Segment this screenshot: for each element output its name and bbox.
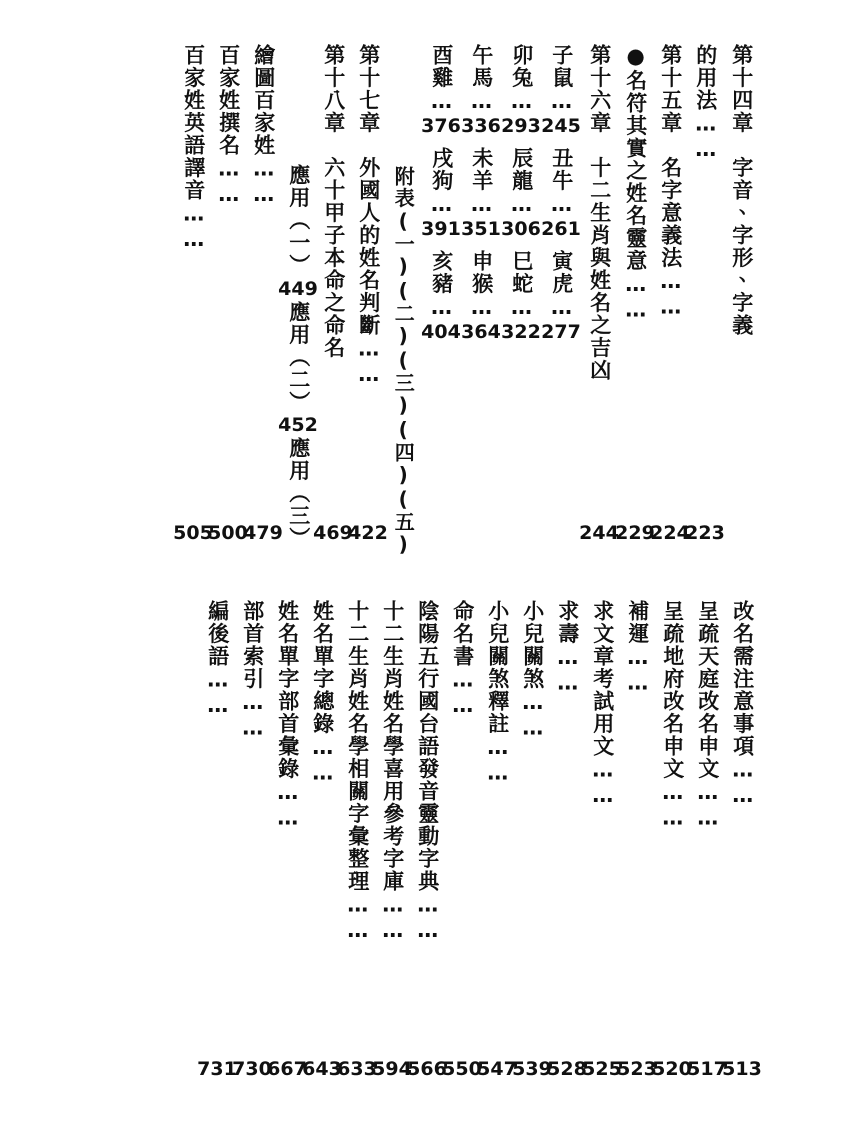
zodiac-label: 寅虎 (549, 250, 574, 295)
toc-page-number: 322 (501, 321, 541, 343)
application-2-page: 452 (278, 414, 318, 436)
toc-page-number: 505 (173, 522, 213, 544)
toc-page-number: 539 (512, 1058, 552, 1080)
application-2-label: 應用（二） (286, 300, 311, 413)
toc-page-number: 229 (615, 522, 655, 544)
zodiac-label: 酉雞 (429, 44, 454, 89)
toc-page-number: 633 (337, 1058, 377, 1080)
toc-page-number: 566 (407, 1058, 447, 1080)
toc-page-number: 351 (461, 218, 501, 240)
toc-entry-afterword[interactable] (197, 600, 237, 1080)
toc-appendix-list[interactable] (387, 44, 419, 557)
toc-entry-text: 繪圖百家姓…… (251, 44, 276, 208)
toc-entry-name-spirit-meaning[interactable] (615, 44, 655, 544)
toc-entry-text: 部首索引…… (240, 600, 265, 741)
toc-page-number: 513 (722, 1058, 762, 1080)
toc-entry-name-character-radical-index[interactable] (267, 600, 307, 1080)
zodiac-label: 亥豬 (429, 250, 454, 295)
toc-page-number: 404 (421, 321, 461, 343)
toc-entry-text: 百家姓撰名…… (216, 44, 241, 208)
toc-zodiac-group-4 (423, 44, 459, 544)
toc-appendix-items (391, 209, 416, 557)
toc-page-number: 594 (372, 1058, 412, 1080)
appendix-item-1: (一) (391, 209, 416, 279)
toc-page-number: 391 (421, 218, 461, 240)
toc-zodiac-entry[interactable] (421, 44, 461, 147)
toc-entry-text: 命名書…… (450, 600, 475, 719)
leader-dots: … (509, 295, 534, 319)
toc-zodiac-entry[interactable] (541, 250, 581, 353)
leader-dots: … (509, 89, 534, 113)
toc-page-number: 730 (232, 1058, 272, 1080)
toc-page-number: 422 (348, 522, 388, 544)
application-1-label: 應用（一） (286, 164, 311, 277)
toc-entry-illustrated-hundred-surnames[interactable] (243, 44, 283, 544)
toc-entry-chapter-18[interactable] (313, 44, 353, 544)
leader-dots: … (469, 89, 494, 113)
toc-entry-text: 呈疏天庭改名申文…… (695, 600, 720, 831)
toc-entry-text: 改名需注意事項…… (730, 600, 755, 809)
toc-page-number: 525 (582, 1058, 622, 1080)
toc-zodiac-entry[interactable] (501, 147, 541, 250)
toc-entry-heaven-petition[interactable] (687, 600, 727, 1080)
toc-section-lower (197, 600, 762, 1080)
toc-appendix-label: 附表 (391, 166, 416, 209)
appendix-item-4: (四) (391, 417, 416, 487)
toc-entry-yinyang-phonetic-dictionary[interactable] (407, 600, 447, 1080)
toc-entry-exam-essay[interactable] (582, 600, 622, 1080)
toc-entry-zodiac-favorable-characters[interactable] (372, 600, 412, 1080)
toc-entry-label: 名符其實之姓名靈意…… (623, 69, 648, 323)
leader-dots: … (429, 192, 454, 216)
zodiac-label: 未羊 (469, 147, 494, 192)
leader-dots: … (469, 192, 494, 216)
leader-dots: … (429, 89, 454, 113)
toc-zodiac-group-3 (463, 44, 499, 544)
toc-page-number: 376 (421, 115, 461, 137)
leader-dots: … (429, 295, 454, 319)
toc-entry-text: 第十八章 六十甲子本命之命名 (321, 44, 346, 359)
leader-dots: … (549, 89, 574, 113)
toc-entry-text: 小兒關煞釋註…… (485, 600, 510, 786)
application-3-label: 應用（三） (286, 437, 311, 550)
toc-entry-hundred-surnames-naming[interactable] (208, 44, 248, 544)
zodiac-label: 巳蛇 (509, 250, 534, 295)
toc-entry-chapter-14-usage[interactable] (685, 44, 725, 544)
toc-entry-chapter-17[interactable] (348, 44, 388, 544)
toc-entry-text: 的用法…… (693, 44, 718, 163)
appendix-item-5: (五) (391, 487, 416, 557)
toc-page-number: 479 (243, 522, 283, 544)
zodiac-label: 卯兔 (509, 44, 534, 89)
zodiac-label: 申猴 (469, 250, 494, 295)
toc-page-number: 469 (313, 522, 353, 544)
toc-entry-hundred-surnames-english[interactable] (173, 44, 213, 544)
toc-page-number: 223 (685, 522, 725, 544)
toc-zodiac-entry[interactable] (461, 250, 501, 353)
toc-entry-chapter-15[interactable] (650, 44, 690, 544)
toc-entry-text: 陰陽五行國台語發音靈動字典…… (415, 600, 440, 944)
toc-zodiac-entry[interactable] (541, 147, 581, 250)
toc-entry-text: 姓名單字總錄…… (310, 600, 335, 786)
toc-entry-text: 求壽…… (555, 600, 580, 696)
bullet-icon: ● (623, 44, 648, 70)
toc-entry-text: 補運…… (625, 600, 650, 696)
toc-zodiac-entry[interactable] (421, 147, 461, 250)
toc-page-number: 550 (442, 1058, 482, 1080)
appendix-item-3: (三) (391, 348, 416, 418)
toc-zodiac-entry[interactable] (541, 44, 581, 147)
toc-page-number: 517 (687, 1058, 727, 1080)
toc-zodiac-group-1 (543, 44, 579, 544)
toc-entry-name-character-index[interactable] (302, 600, 342, 1080)
toc-page-number: 261 (541, 218, 581, 240)
leader-dots: … (469, 295, 494, 319)
toc-entry-text: 第十六章 十二生肖與姓名之吉凶 (587, 44, 612, 382)
toc-entry-text: 小兒關煞…… (520, 600, 545, 741)
toc-entry-text: 求文章考試用文…… (590, 600, 615, 809)
toc-page-number: 306 (501, 218, 541, 240)
toc-section-upper (173, 44, 758, 557)
toc-entry-text: 第十四章 字音、字形、字義 (729, 44, 754, 337)
toc-entry-text: 十二生肖姓名學相關字彙整理…… (345, 600, 370, 944)
toc-page-number: 245 (541, 115, 581, 137)
toc-page-number: 528 (547, 1058, 587, 1080)
toc-entry-text: 第十五章 名字意義法…… (658, 44, 683, 320)
toc-page-number: 547 (477, 1058, 517, 1080)
toc-page-number: 731 (197, 1058, 237, 1080)
toc-entry-chapter-16[interactable] (579, 44, 619, 544)
toc-entry-text: 第十七章 外國人的姓名判斷…… (356, 44, 381, 388)
toc-page-number: 336 (461, 115, 501, 137)
zodiac-label: 辰龍 (509, 147, 534, 192)
toc-page-number: 643 (302, 1058, 342, 1080)
toc-entry-naming-book[interactable] (442, 600, 482, 1080)
toc-page-number: 364 (461, 321, 501, 343)
toc-zodiac-group-2 (503, 44, 539, 544)
zodiac-label: 午馬 (469, 44, 494, 89)
toc-zodiac-entry[interactable] (461, 147, 501, 250)
toc-entry-renaming-notes[interactable] (722, 600, 762, 1080)
toc-page-number: 520 (652, 1058, 692, 1080)
toc-entry-child-omens[interactable] (512, 600, 552, 1080)
toc-entry-text: 百家姓英語譯音…… (181, 44, 206, 253)
application-1-page: 449 (278, 277, 318, 300)
leader-dots: … (509, 192, 534, 216)
toc-entry-radical-index[interactable] (232, 600, 272, 1080)
leader-dots: … (549, 295, 574, 319)
toc-entry-text: 姓名單字部首彙錄…… (275, 600, 300, 831)
toc-page-number: 277 (541, 321, 581, 343)
toc-entry-text (623, 44, 648, 323)
toc-entry-child-omens-annotation[interactable] (477, 600, 517, 1080)
toc-entry-text: 呈疏地府改名申文…… (660, 600, 685, 831)
zodiac-label: 戌狗 (429, 147, 454, 192)
toc-entry-chapter-18-applications[interactable] (278, 44, 318, 550)
leader-dots: … (549, 192, 574, 216)
toc-entry-text: 編後語…… (205, 600, 230, 719)
toc-page-number: 667 (267, 1058, 307, 1080)
zodiac-label: 丑牛 (549, 147, 574, 192)
toc-entry-zodiac-related-characters[interactable] (337, 600, 377, 1080)
toc-page-number: 293 (501, 115, 541, 137)
toc-page-number: 523 (617, 1058, 657, 1080)
toc-entry-luck-supplement[interactable] (617, 600, 657, 1080)
toc-zodiac-entry[interactable] (461, 44, 501, 147)
toc-page-number: 244 (579, 522, 619, 544)
toc-entry-longevity[interactable] (547, 600, 587, 1080)
toc-entry-text: 十二生肖姓名學喜用參考字庫…… (380, 600, 405, 944)
toc-entry-chapter-14[interactable] (724, 44, 758, 544)
zodiac-label: 子鼠 (549, 44, 574, 89)
toc-entry-underworld-petition[interactable] (652, 600, 692, 1080)
toc-zodiac-entry[interactable] (501, 44, 541, 147)
toc-zodiac-entry[interactable] (421, 250, 461, 353)
toc-page-number: 500 (208, 522, 248, 544)
toc-zodiac-entry[interactable] (501, 250, 541, 353)
appendix-item-2: (二) (391, 278, 416, 348)
toc-page-number: 224 (650, 522, 690, 544)
